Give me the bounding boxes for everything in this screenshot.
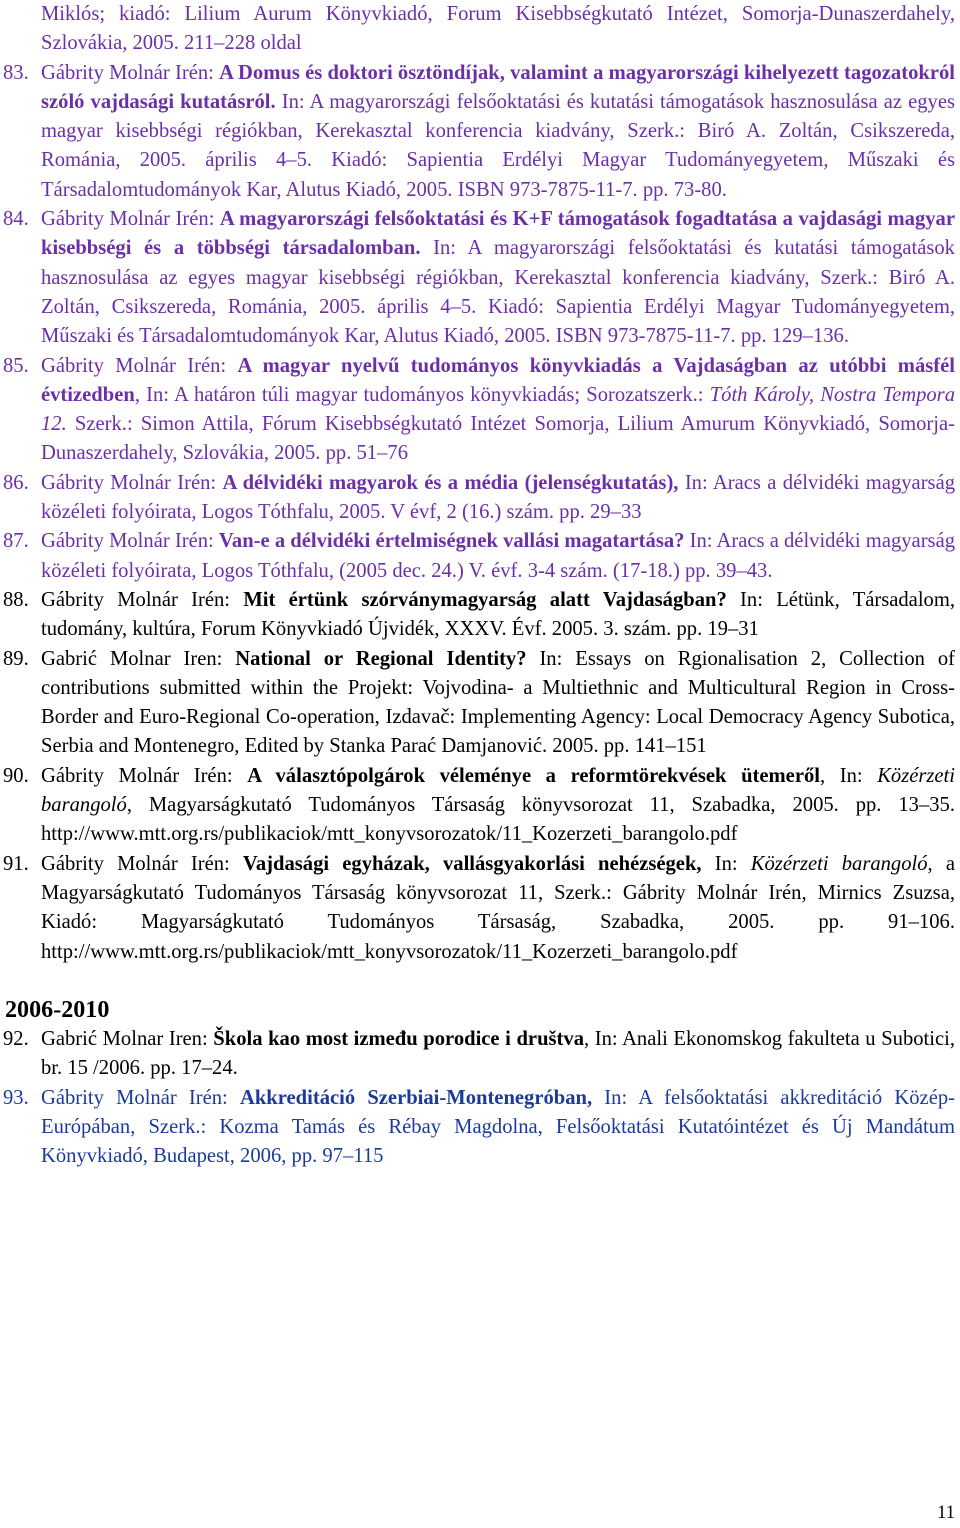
entry-text: 106. http://www.mtt.org.rs/publikaciok/mtt_konyvsorozatok/11_Kozerzeti_barangolo.pdf [41, 911, 955, 963]
entry-title: Akkreditáció Szerbiai-Montenegróban, [239, 1086, 593, 1109]
entry-title: A választópolgárok véleménye a reformtörekvések ütemeről [247, 764, 820, 787]
entry-text: 5. Kiadó: Sapientia Erdélyi Magyar Tudományegyetem, Műszaki és Társadalomtudományok Kar, Alutus Kiadó, 2005. ISBN 973-7875-11-7. pp. 129 [41, 295, 956, 348]
entry-italic: Tóth Károly, Nostra Tempora 12. [41, 383, 955, 436]
entry-title: A délvidéki magyarok és a média (jelenségkutatás), [222, 471, 679, 494]
entry-text: Gabrić Molnar Iren: [41, 647, 236, 670]
entry-text: 228 oldal [224, 32, 302, 55]
entry-text: 76 [387, 442, 408, 465]
entry-text: 5. Kiadó: Sapientia Erdélyi Magyar Tudományegyetem, Műszaki és Társadalomtudományok Kar, Alutus Kiadó, 2005. ISBN 973-7875-11-7. pp. 73-80. [41, 149, 955, 201]
bibliography-entry: 84. Gábrity Molnár Irén: A magyarországi felsőoktatási és K+F támogatások fogadtatása a vajdasági magyar kisebbségi és a többségi társadalomban. In: A magyarországi felsőoktatási és kutatási támogatások hasznosulása az egyes magyar kisebbségi régiókban, Kerekasztal konferencia kiadvány, Szerk.: Biró A. Zoltán, Csikszereda, Románia, 2005. április 4–5. Kiadó: Sapientia Erdélyi Magyar Tudományegyetem, Műszaki és Társadalomtudományok Kar, Alutus Kiadó, 2005. ISBN 973-7875-11-7. pp. 129–136. [0, 205, 960, 351]
entry-text: 115 [353, 1145, 384, 1168]
entry-text: 151 [675, 735, 707, 758]
page-number: 11 [937, 1503, 955, 1523]
entry-title: Mit értünk szórványmagyarság alatt Vajdaságban? [243, 588, 727, 611]
entry-title: Vajdasági egyházak, vallásgyakorlási nehézségek, [242, 852, 702, 875]
entry-text: In: A magyarországi felsőoktatási és kutatási támogatások hasznosulása az egyes magyar kisebbségi régiókban, Kerekasztal konferencia kiadvány, Szerk.: Biró A. Zoltán, Csikszereda, Románia, 2005. április 4 [41, 90, 955, 172]
entry-number: 83. [3, 61, 29, 84]
section-heading: 2006-2010 [5, 996, 110, 1023]
bibliography-entry: Miklós; kiadó: Lilium Aurum Könyvkiadó, Forum Kisebbségkutató Intézet, Somorja-Dunaszerdahely, Szlovákia, 2005. 211–228 oldal [41, 3, 955, 55]
entry-number: 85. [3, 354, 29, 377]
entry-text: , In: Anali Ekonomskog fakulteta u Subotici, br. 15 /2006. pp. 17 [41, 1028, 955, 1080]
entry-number: 93. [3, 1086, 29, 1109]
bibliography-entry: 85. Gábrity Molnár Irén: A magyar nyelvű tudományos könyvkiadás a Vajdaságban az utóbbi másfél évtizedben, In: A határon túli magyar tudományos könyvkiadás; Sorozatszerk.: Tóth Károly, Nostra Tempora 12. Szerk.: Simon Attila, Fórum Kisebbségkutató Intézet Somorja, Lilium Amurum Könyvkiadó, Somorja-Dunaszerdahely, Szlovákia, 2005. pp. 51–76 [0, 352, 960, 469]
entry-number: 87. [3, 530, 29, 553]
entry-text: Gábrity Molnár Irén: [41, 471, 223, 494]
entry-italic: Közérzeti barangoló [750, 852, 928, 875]
bibliography-entry: 89. Gabrić Molnar Iren: National or Regional Identity? In: Essays on Rgionalisation 2, Collection of contributions submitted within the Projekt: Vojvodina- a Multiethnic and Multicultural Region in Cross-Border and Euro-Regional Co-operation, Izdavač: Implementing Agency: Local Democracy Agency Subotica, Serbia and Montenegro, Edited by Stanka Parać Damjanović. 2005. pp. 141–151 [0, 645, 960, 762]
entry-text: , Magyarságkutató Tudományos Társaság könyvsorozat 11, Szabadka, 2005. pp. 13 [126, 794, 919, 817]
bibliography-entry: 83. Gábrity Molnár Irén: A Domus és doktori ösztöndíjak, valamint a magyarországi kihelyezett tagozatokról szóló vajdasági kutatásról. In: A magyarországi felsőoktatási és kutatási támogatások hasznosulása az egyes magyar kisebbségi régiókban, Kerekasztal konferencia kiadvány, Szerk.: Biró A. Zoltán, Csikszereda, Románia, 2005. április 4–5. Kiadó: Sapientia Erdélyi Magyar Tudományegyetem, Műszaki és Társadalomtudományok Kar, Alutus Kiadó, 2005. ISBN 973-7875-11-7. pp. 73-80. [0, 59, 960, 205]
entry-text: Gábrity Molnár Irén: [41, 852, 243, 875]
bibliography-entry: 93. Gábrity Molnár Irén: Akkreditáció Szerbiai-Montenegróban, In: A felsőoktatási akkreditáció Közép-Európában, Szerk.: Kozma Tamás és Rébay Magdolna, Felsőoktatási Kutatóintézet és Új Mandátum Könyvkiadó, Budapest, 2006, pp. 97–115 [0, 1084, 960, 1172]
bibliography-entry: 90. Gábrity Molnár Irén: A választópolgárok véleménye a reformtörekvések ütemeről, In: Közérzeti barangoló, Magyarságkutató Tudományos Társaság könyvsorozat 11, Szabadka, 2005. pp. 13–35. http://www.mtt.org.rs/publikaciok/mtt_konyvsorozatok/11_Kozerzeti_barangolo.pdf [0, 762, 960, 850]
entry-text: Gábrity Molnár Irén: [41, 208, 220, 231]
entry-text: 136. [812, 325, 849, 348]
entry-number: 91. [3, 852, 29, 875]
entry-number: 86. [3, 471, 29, 494]
entry-number: 88. [3, 588, 29, 611]
entry-text: 33 [620, 501, 642, 524]
entry-number: 92. [3, 1028, 29, 1051]
entry-text: , In: [819, 764, 878, 787]
entry-text: Gábrity Molnár Irén: [41, 764, 248, 787]
entry-number: 84. [3, 208, 29, 231]
entry-title: Van-e a délvidéki értelmiségnek vallási magatartása? [218, 530, 685, 553]
entry-text: Gabrić Molnar Iren: [41, 1028, 214, 1051]
entry-text: Gábrity Molnár Irén: [41, 354, 238, 377]
entry-text: 31 [738, 618, 759, 641]
entry-text: Miklós; kiadó: Lilium Aurum Könyvkiadó, Forum Kisebbségkutató Intézet, Somorja-Dunaszerdahely, Szlovákia, 2005. 211 [41, 3, 955, 55]
entry-text: In: A magyarországi felsőoktatási és kutatási támogatások hasznosulása az egyes magyar kisebbségi régiókban, Kerekasztal konferencia kiadvány, Szerk.: Biró A. Zoltán, Csikszereda, Románia, 2005. április 4 [41, 237, 955, 318]
bibliography-entry: 86. Gábrity Molnár Irén: A délvidéki magyarok és a média (jelenségkutatás), In: Aracs a délvidéki magyarság közéleti folyóirata, Logos Tóthfalu, 2005. V évf, 2 (16.) szám. pp. 29–33 [0, 469, 960, 528]
bibliography-entry: 87. Gábrity Molnár Irén: Van-e a délvidéki értelmiségnek vallási magatartása? In: Aracs a délvidéki magyarság közéleti folyóirata, Logos Tóthfalu, (2005 dec. 24.) V. évf. 3-4 szám. (17-18.) pp. 39–43. [0, 527, 960, 586]
entry-text: 43. [746, 559, 773, 582]
bibliography-entry: 88. Gábrity Molnár Irén: Mit értünk szórványmagyarság alatt Vajdaságban? In: Létünk, Társadalom, tudomány, kultúra, Forum Könyvkiadó Újvidék, XXXV. Évf. 2005. 3. szám. pp. 19–31 [0, 586, 960, 645]
bibliography-entry: 91. Gábrity Molnár Irén: Vajdasági egyházak, vallásgyakorlási nehézségek, In: Közérzeti barangoló, a Magyarságkutató Tudományos Társaság könyvsorozat 11, Szerk.: Gábrity Molnár Irén, Mirnics Zsuzsa, Kiadó: Magyarságkutató Tudományos Társaság, Szabadka, 2005. pp. 91–106. http://www.mtt.org.rs/publikaciok/mtt_konyvsorozatok/11_Kozerzeti_barangolo.pdf [0, 850, 960, 967]
entry-text: In: Létünk, Társadalom, tudomány, kultúra, Forum Könyvkiadó Újvidék, XXXV. Évf. 2005. 3. szám. pp. 19 [41, 588, 955, 641]
entry-italic: Közérzeti barangoló [41, 764, 955, 817]
entry-text: In: A felsőoktatási akkreditáció Közép-Európában, Szerk.: Kozma Tamás és Rébay Magdolna, Felsőoktatási Kutatóintézet és Új Mandátum Könyvkiadó, Budapest, 2006, pp. 97 [41, 1086, 955, 1168]
entry-text: In: Essays on Rgionalisation 2, Collection of contributions submitted within the Projekt: Vojvodina- a Multiethnic and Multicultural Region in Cross-Border and Euro-Regional Co-operation, Izdavač: Implementing Agency: Local Democracy Agency Subotica, Serbia and Montenegro, Edited by Stanka Parać Damjanović. 2005. pp. 141 [41, 647, 956, 758]
entry-title: A Domus és doktori ösztöndíjak, valamint a magyarországi kihelyezett tagozatokról szóló vajdasági kutatásról. [41, 61, 955, 113]
entry-text: Gábrity Molnár Irén: [41, 588, 244, 611]
entry-text: In: Aracs a délvidéki magyarság közéleti folyóirata, Logos Tóthfalu, 2005. V évf, 2 (16.) szám. pp. 29 [41, 471, 956, 524]
entry-title: A magyar nyelvű tudományos könyvkiadás a Vajdaságban az utóbbi másfél évtizedben [41, 354, 955, 406]
entry-title: Škola kao most između porodice i društva [213, 1028, 584, 1051]
entry-title: A magyarországi felsőoktatási és K+F támogatások fogadtatása a vajdasági magyar kisebbségi és a többségi társadalomban. [41, 208, 955, 260]
bibliography-list-2006-2010 [0, 1025, 960, 1171]
entry-number: 89. [3, 647, 29, 670]
entry-number: 90. [3, 764, 29, 787]
entry-text: 24. [212, 1057, 238, 1080]
entry-text: Szerk.: Simon Attila, Fórum Kisebbségkutató Intézet Somorja, Lilium Amurum Könyvkiadó, Somorja-Dunaszerdahely, Szlovákia, 2005. pp. 51 [41, 413, 955, 465]
entry-text: In: [701, 852, 751, 875]
entry-text: In: Aracs a délvidéki magyarság közéleti folyóirata, Logos Tóthfalu, (2005 dec. 24.) V. évf. 3-4 szám. (17-18.) pp. 39 [41, 530, 956, 582]
entry-text: Gábrity Molnár Irén: [41, 61, 220, 84]
entry-title: National or Regional Identity? [235, 647, 527, 670]
entry-text: , a Magyarságkutató Tudományos Társaság könyvsorozat 11, Szerk.: Gábrity Molnár Irén, Mirnics Zsuzsa, Kiadó: Magyarságkutató Tudományos Társaság, Szabadka, 2005. pp. 91 [41, 852, 955, 934]
entry-text: 35. http://www.mtt.org.rs/publikaciok/mtt_konyvsorozatok/11_Kozerzeti_barangolo.pdf [41, 794, 955, 846]
bibliography-entry: 92. Gabrić Molnar Iren: Škola kao most između porodice i društva, In: Anali Ekonomskog fakulteta u Subotici, br. 15 /2006. pp. 17–24. [0, 1025, 960, 1084]
entry-text: Gábrity Molnár Irén: [41, 530, 219, 553]
entry-text: , In: A határon túli magyar tudományos könyvkiadás; Sorozatszerk.: [134, 383, 710, 406]
entry-text: Gábrity Molnár Irén: [41, 1086, 240, 1109]
